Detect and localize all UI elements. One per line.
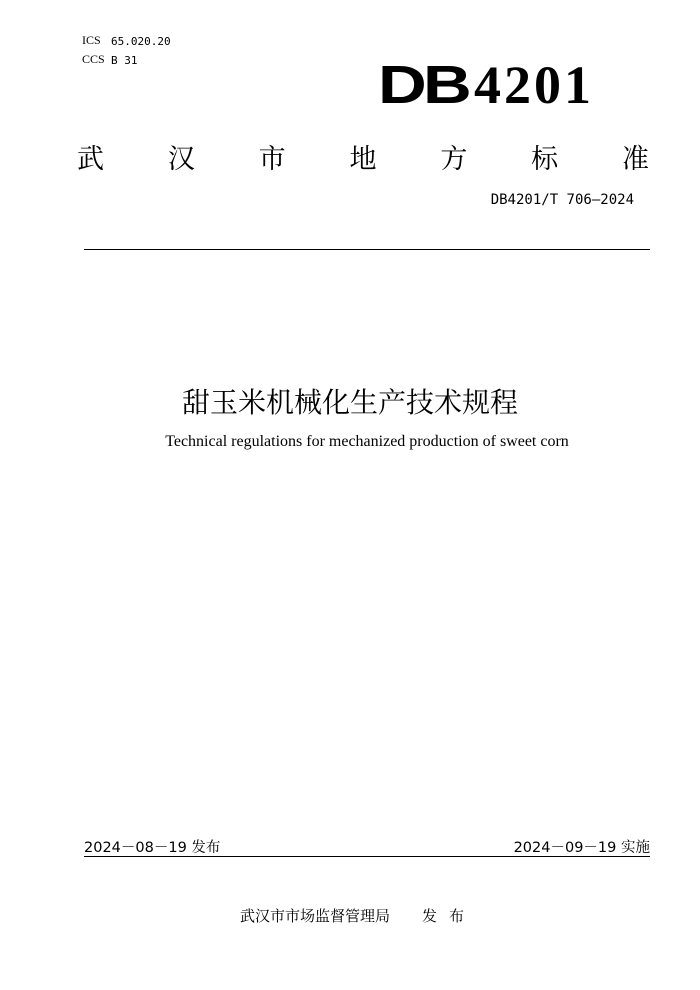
release-date: 2024－08－19 发布 — [84, 840, 221, 856]
standard-type-char: 方 — [440, 144, 468, 175]
db-logo-number: 4201 — [474, 55, 594, 115]
standard-type-char: 武 — [77, 144, 104, 175]
standard-type-char: 市 — [258, 144, 286, 175]
publish-action: 发布 — [422, 907, 477, 925]
bottom-divider — [84, 856, 650, 857]
publisher — [240, 905, 476, 926]
db-logo-letters: DB — [378, 55, 468, 115]
standard-type-char: 准 — [621, 144, 649, 175]
standard-type-char: 汉 — [167, 144, 195, 175]
ccs-code: B 31 — [111, 54, 138, 67]
db-logo — [378, 55, 594, 115]
ics-code: 65.020.20 — [111, 35, 171, 48]
standard-type-char: 标 — [531, 144, 559, 175]
top-divider — [84, 249, 650, 250]
implementation-date: 2024－09－19 实施 — [513, 840, 650, 856]
title-english: Technical regulations for mechanized production of sweet corn — [165, 433, 569, 450]
title-chinese: 甜玉米机械化生产技术规程 — [181, 386, 518, 419]
standard-number: DB4201/T 706—2024 — [490, 192, 634, 208]
ics-label: ICS — [82, 33, 101, 47]
standard-type-char: 地 — [349, 144, 377, 175]
publisher-name: 武汉市市场监督管理局 — [240, 907, 391, 925]
standard-type — [77, 137, 649, 176]
ccs-label: CCS — [82, 52, 105, 66]
